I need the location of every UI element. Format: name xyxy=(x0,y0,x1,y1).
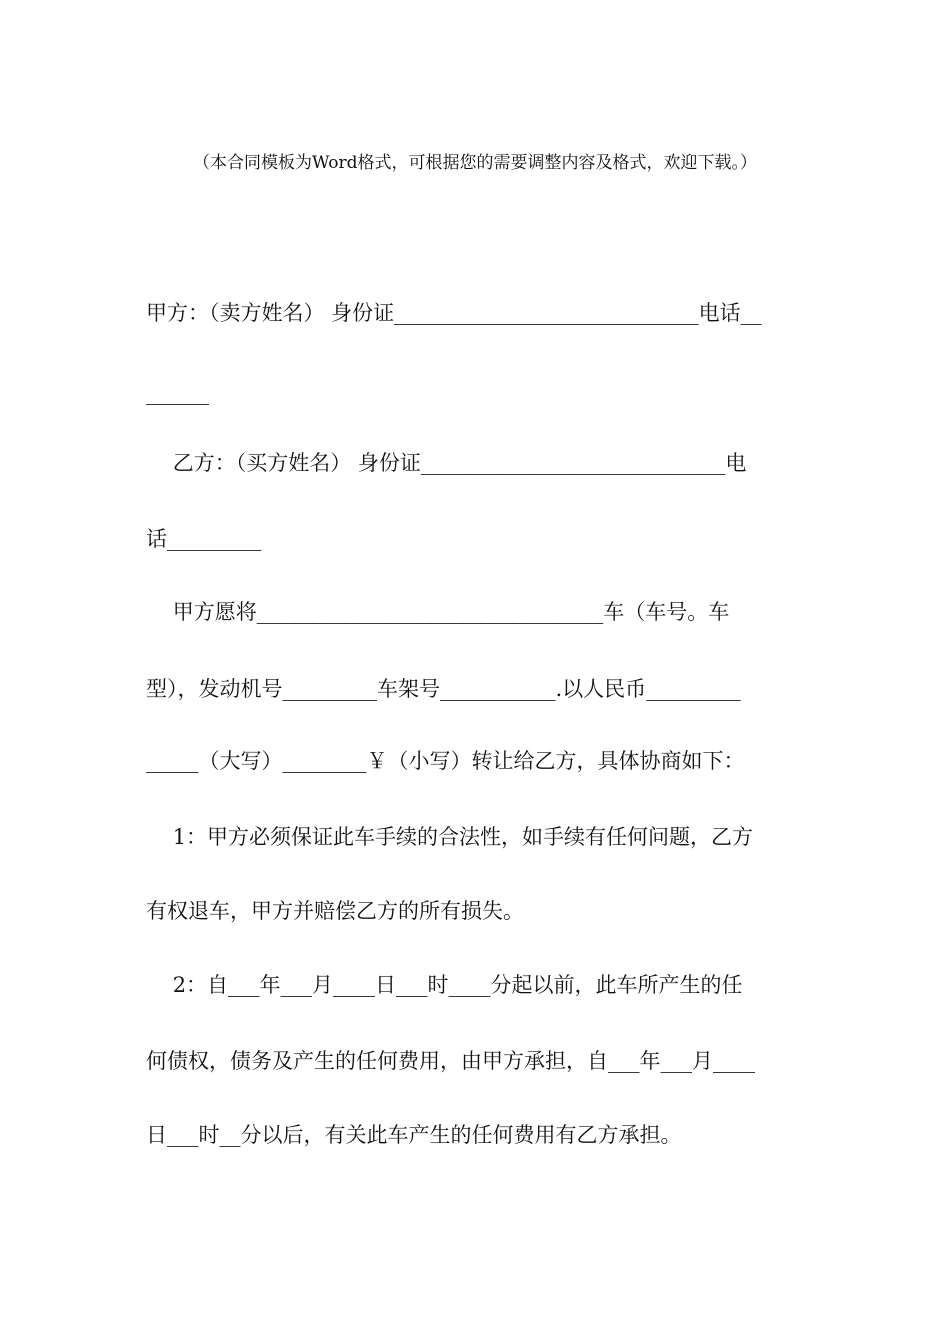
price-line: _____（大写）________￥（小写）转让给乙方，具体协商如下： xyxy=(146,749,745,773)
transfer-intro-line: 甲方愿将_________________________________车（车号。车 xyxy=(146,600,730,624)
clause-1-line-1: 1：甲方必须保证此车手续的合法性，如手续有任何问题，乙方 xyxy=(146,825,754,849)
clause-2-line-3: 日___时__分以后，有关此车产生的任何费用有乙方承担。 xyxy=(146,1123,682,1147)
party-b-line: 乙方：（买方姓名） 身份证_____________________________电 xyxy=(146,451,747,475)
clause-2-line-2: 何债权，债务及产生的任何费用，由甲方承担，自___年___月____ xyxy=(146,1049,755,1073)
party-a-line: 甲方：（卖方姓名） 身份证_____________________________电话__ xyxy=(146,301,762,325)
template-note: （本合同模板为Word格式，可根据您的需要调整内容及格式，欢迎下载。） xyxy=(192,153,758,173)
party-b-phone-line: 话_________ xyxy=(146,527,262,551)
clause-2-line-1: 2：自___年___月____日___时____分起以前，此车所产生的任 xyxy=(146,973,743,997)
clause-1-line-2: 有权退车，甲方并赔偿乙方的所有损失。 xyxy=(146,899,524,923)
vehicle-details-line: 型），发动机号_________车架号___________.以人民币_________ xyxy=(146,677,741,701)
party-a-phone-blank: ______ xyxy=(146,381,209,405)
